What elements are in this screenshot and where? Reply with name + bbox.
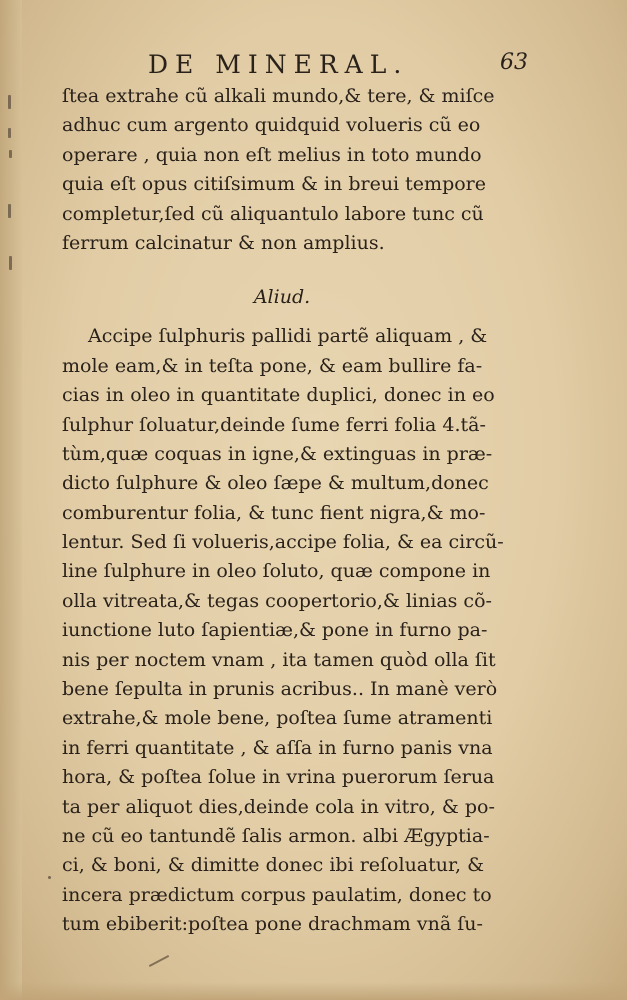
text-line: ſulphur ſoluatur,deinde ſume ferri folia 4.tã- xyxy=(62,413,486,436)
ink-speck xyxy=(48,876,51,879)
text-line: in ferri quantitate , & aſſa in furno panis vna xyxy=(62,736,493,759)
margin-mark xyxy=(8,128,11,138)
text-line: bene ſepulta in prunis acribus.. In manè verò xyxy=(62,678,498,701)
text-line: ne cũ eo tantundẽ ſalis armon. albi Ægyptia- xyxy=(62,824,490,847)
text-line: tùm,quæ coquas in igne,& extinguas in præ- xyxy=(62,442,493,465)
text-line: iunctione luto ſapientiæ,& pone in furno pa- xyxy=(62,619,488,642)
text-line: olla vitreata,& tegas coopertorio,& linias cõ- xyxy=(62,589,492,612)
text-line: operare , quia non eſt melius in toto mundo xyxy=(62,143,482,166)
margin-mark xyxy=(9,256,12,270)
page-bottom-shadow xyxy=(0,982,627,1000)
running-head: DE MINERAL. xyxy=(148,50,409,79)
section-gap xyxy=(62,258,502,272)
text-line: incera prædictum corpus paulatim, donec to xyxy=(62,883,492,906)
page-header xyxy=(148,50,528,86)
text-line: hora, & poſtea ſolue in vrina puerorum ſerua xyxy=(62,766,495,789)
text-line: nis per noctem vnam , ita tamen quòd olla ſit xyxy=(62,648,496,671)
margin-mark xyxy=(8,95,11,109)
text-line: dicto ſulphure & oleo ſæpe & multum,donec xyxy=(62,472,489,495)
text-line: line ſulphure in oleo ſoluto, quæ compone in xyxy=(62,560,491,583)
body-text xyxy=(62,82,502,940)
text-line: ci, & boni, & dimitte donec ibi reſoluatur, & xyxy=(62,854,484,877)
margin-mark xyxy=(8,204,11,218)
text-line: mole eam,& in teſta pone, & eam bullire fa- xyxy=(62,354,483,377)
text-line: adhuc cum argento quidquid volueris cũ eo xyxy=(62,114,481,137)
text-line: extrahe,& mole bene, poſtea ſume atramenti xyxy=(62,707,493,730)
text-line: comburentur folia, & tunc fient nigra,& mo- xyxy=(62,501,486,524)
ink-stroke xyxy=(149,955,169,967)
margin-mark xyxy=(9,150,12,158)
text-line: ſtea extrahe cũ alkali mundo,& tere, & miſce xyxy=(62,85,495,107)
text-line: ta per aliquot dies,deinde cola in vitro, & po- xyxy=(62,795,495,818)
text-line: lentur. Sed ſi volueris,accipe folia, & ea circũ- xyxy=(62,531,504,554)
text-line: cias in oleo in quantitate duplici, donec in eo xyxy=(62,384,495,407)
text-line: tum ebiberit:poſtea pone drachmam vnã ſu- xyxy=(62,913,483,936)
page-number: 63 xyxy=(500,50,528,75)
text-line: ferrum calcinatur & non amplius. xyxy=(62,231,385,254)
section-heading: Aliud. xyxy=(253,286,311,309)
text-line: completur,ſed cũ aliquantulo labore tunc cũ xyxy=(62,202,484,225)
text-line: Accipe ſulphuris pallidi partẽ aliquam , & xyxy=(88,325,488,348)
text-line: quia eſt opus citiſsimum & in breui tempore xyxy=(62,173,486,196)
